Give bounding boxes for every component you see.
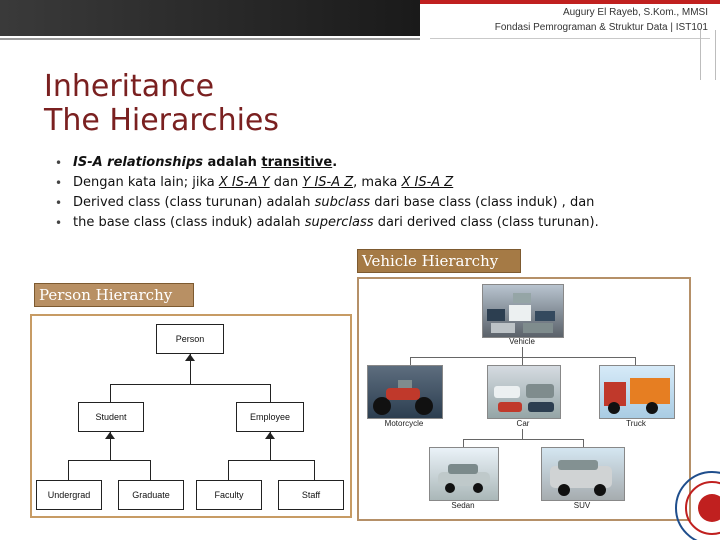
title-line-2: The Hierarchies <box>44 103 280 138</box>
car-photo <box>487 365 561 419</box>
connector <box>270 384 271 402</box>
faculty-box-label: Faculty <box>214 490 244 500</box>
connector <box>110 384 271 385</box>
connector <box>522 429 523 439</box>
truck-photo <box>599 365 675 419</box>
university-logo <box>650 460 720 540</box>
connector <box>228 460 229 480</box>
connector <box>314 460 315 480</box>
author-text: Augury El Rayeb, S.Kom., MMSI <box>562 7 708 18</box>
person-hierarchy-label: Person Hierarchy <box>34 283 194 307</box>
inheritance-arrow <box>105 432 115 439</box>
connector <box>635 357 636 365</box>
suv-image <box>542 448 624 500</box>
header-dark-band <box>0 0 420 36</box>
undergrad-box-label: Undergrad <box>47 490 91 500</box>
slide-header <box>0 0 720 46</box>
suv-photo <box>541 447 625 501</box>
connector <box>68 460 69 480</box>
sedan-image <box>430 448 498 500</box>
sedan-label: Sedan <box>451 501 475 510</box>
connector <box>110 384 111 402</box>
vehicle-hierarchy-label: Vehicle Hierarchy <box>357 249 521 273</box>
connector <box>522 357 523 365</box>
car-image <box>488 366 560 418</box>
course-text: Fondasi Pemrograman & Struktur Data | IST101 <box>494 22 708 33</box>
person-box-label: Person <box>175 334 205 344</box>
truck-image <box>600 366 674 418</box>
person-hierarchy-panel <box>30 314 352 518</box>
bullet-1: • IS-A relationships adalah transitive. <box>55 153 599 173</box>
connector <box>150 460 151 480</box>
graduate-box <box>118 480 184 510</box>
motorcycle-label: Motorcycle <box>384 419 424 428</box>
traffic-image <box>483 285 563 337</box>
faculty-box <box>196 480 262 510</box>
connector <box>583 439 584 447</box>
connector <box>522 347 523 357</box>
student-box-label: Student <box>95 412 127 422</box>
university-seal-icon <box>650 460 720 540</box>
suv-label: SUV <box>573 501 591 510</box>
connector <box>463 439 583 440</box>
connector <box>228 460 315 461</box>
connector <box>410 357 411 365</box>
connector <box>463 439 464 447</box>
sedan-photo <box>429 447 499 501</box>
header-divider <box>0 38 420 40</box>
staff-box <box>278 480 344 510</box>
graduate-box-label: Graduate <box>132 490 170 500</box>
bullet-3: • Derived class (class turunan) adalah subclass dari base class (class induk) , dan <box>55 193 599 213</box>
motorcycle-image <box>368 366 442 418</box>
bullet-4: • the base class (class induk) adalah superclass dari derived class (class turunan). <box>55 213 599 233</box>
connector <box>68 460 151 461</box>
vehicle-hierarchy-panel <box>357 277 691 521</box>
inheritance-arrow <box>185 354 195 361</box>
staff-box-label: Staff <box>301 490 321 500</box>
header-red-band <box>420 0 720 4</box>
employee-box-label: Employee <box>249 412 291 422</box>
car-label: Car <box>516 419 530 428</box>
student-box <box>78 402 144 432</box>
truck-label: Truck <box>626 419 646 428</box>
motorcycle-photo <box>367 365 443 419</box>
inheritance-arrow <box>265 432 275 439</box>
header-divider-right <box>430 38 710 39</box>
vehicle-label: Vehicle <box>509 337 535 346</box>
title-line-1: Inheritance <box>44 69 215 104</box>
person-box <box>156 324 224 354</box>
slide-title <box>44 70 279 138</box>
employee-box <box>236 402 304 432</box>
header-vertical-lines <box>700 30 716 80</box>
undergrad-box <box>36 480 102 510</box>
bullet-list <box>55 153 599 233</box>
vehicle-photo <box>482 284 564 338</box>
bullet-2: • Dengan kata lain; jika X IS-A Y dan Y IS-A Z, maka X IS-A Z <box>55 173 599 193</box>
